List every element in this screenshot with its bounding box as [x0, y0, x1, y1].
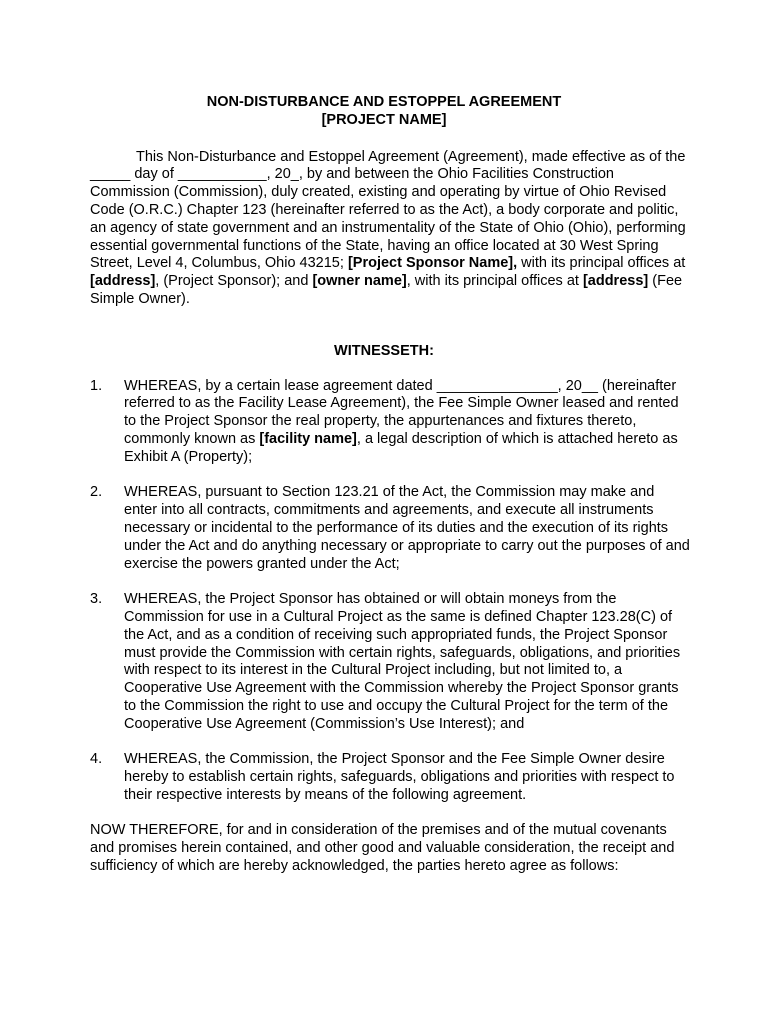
intro-text-1: This Non-Disturbance and Estoppel Agreement (Agreement), made effective as of the _____ day of ___________, 20_, by and between the Ohio Facilities Construction Commission (Commission), duly created, existing and operating by virtue of Ohio Revised Code (O.R.C.) Chapter 123 (hereinafter referred to as the Act), a body corporate and politic, an agency of state government and an instrumentality of the State of Ohio (Ohio), performing essential governmental functions of the State, having an office located at 30 West Spring Street, Level 4, Columbus, Ohio 43215; — [90, 148, 686, 272]
recital-number: 4. — [90, 751, 103, 768]
recital-text-part-b: , a legal description of which is attached hereto as Exhibit A (Property); — [124, 430, 678, 465]
facility-name-placeholder: [facility name] — [259, 430, 357, 447]
project-sponsor-name-placeholder: [Project Sponsor Name], — [347, 255, 518, 272]
recital-text: WHEREAS, the Commission, the Project Sponsor and the Fee Simple Owner desire hereby to establish certain rights, safeguards, obligations and priorities with respect to their respective interests by means of the following agreement. — [124, 751, 675, 803]
recital-number: 1. — [90, 377, 103, 394]
recital-text-part-a: WHEREAS, by a certain lease agreement dated _______________, 20__ (hereinafter referred to as the Facility Lease Agreement), the Fee Simple Owner leased and rented to the Project Sponsor the real property, the appurtenances and fixtures thereto, commonly known as — [124, 377, 679, 447]
intro-text-3: , (Project Sponsor); and — [155, 273, 313, 290]
intro-text-4: , with its principal offices at — [406, 273, 583, 290]
recital-number: 2. — [90, 484, 103, 501]
recital-text: WHEREAS, the Project Sponsor has obtained or will obtain moneys from the Commission for use in a Cultural Project as the same is defined Chapter 123.28(C) of the Act, and as a condition of receiving such appropriated funds, the Project Sponsor must provide the Commission with certain rights, safeguards, obligations, and priorities with respect to its interest in the Cultural Project including, but not limited to, a Cooperative Use Agreement with the Commission whereby the Project Sponsor grants to the Commission the right to use and occupy the Cultural Project for the term of the Cooperative Use Agreement (Commission’s Use Interest); and — [124, 591, 681, 732]
recital-item-1 — [90, 378, 690, 467]
document-title — [78, 94, 690, 130]
recital-text: WHEREAS, pursuant to Section 123.21 of the Act, the Commission may make and enter into all contracts, commitments and agreements, and execute all instruments necessary or incidental to the performance of its duties and the execution of its rights under the Act and do anything necessary or appropriate to carry out the purposes of and exercise the powers granted under the Act; — [124, 484, 690, 572]
sponsor-address-placeholder: [address] — [90, 273, 156, 290]
intro-text-2: with its principal offices at — [517, 255, 686, 272]
recitals-list — [90, 378, 690, 805]
owner-name-placeholder: [owner name] — [312, 273, 407, 290]
title-line-1: NON-DISTURBANCE AND ESTOPPEL AGREEMENT — [206, 94, 562, 110]
intro-text-5: (Fee Simple Owner). — [90, 273, 683, 307]
recital-number: 3. — [90, 591, 103, 608]
title-line-2: [PROJECT NAME] — [321, 111, 447, 128]
document-page — [90, 94, 690, 876]
now-therefore-paragraph: NOW THEREFORE, for and in consideration of the premises and of the mutual covenants and promises herein contained, and other good and valuable consideration, the receipt and sufficiency of which are hereby acknowledged, the parties hereto agree as follows: — [90, 822, 675, 875]
witnesseth-heading: WITNESSETH: — [334, 342, 434, 359]
recital-item-2 — [90, 484, 690, 573]
recital-text — [124, 378, 690, 467]
intro-paragraph — [90, 149, 690, 309]
owner-address-placeholder: [address] — [582, 273, 649, 290]
recital-item-3 — [90, 591, 690, 733]
recital-item-4 — [90, 751, 690, 804]
